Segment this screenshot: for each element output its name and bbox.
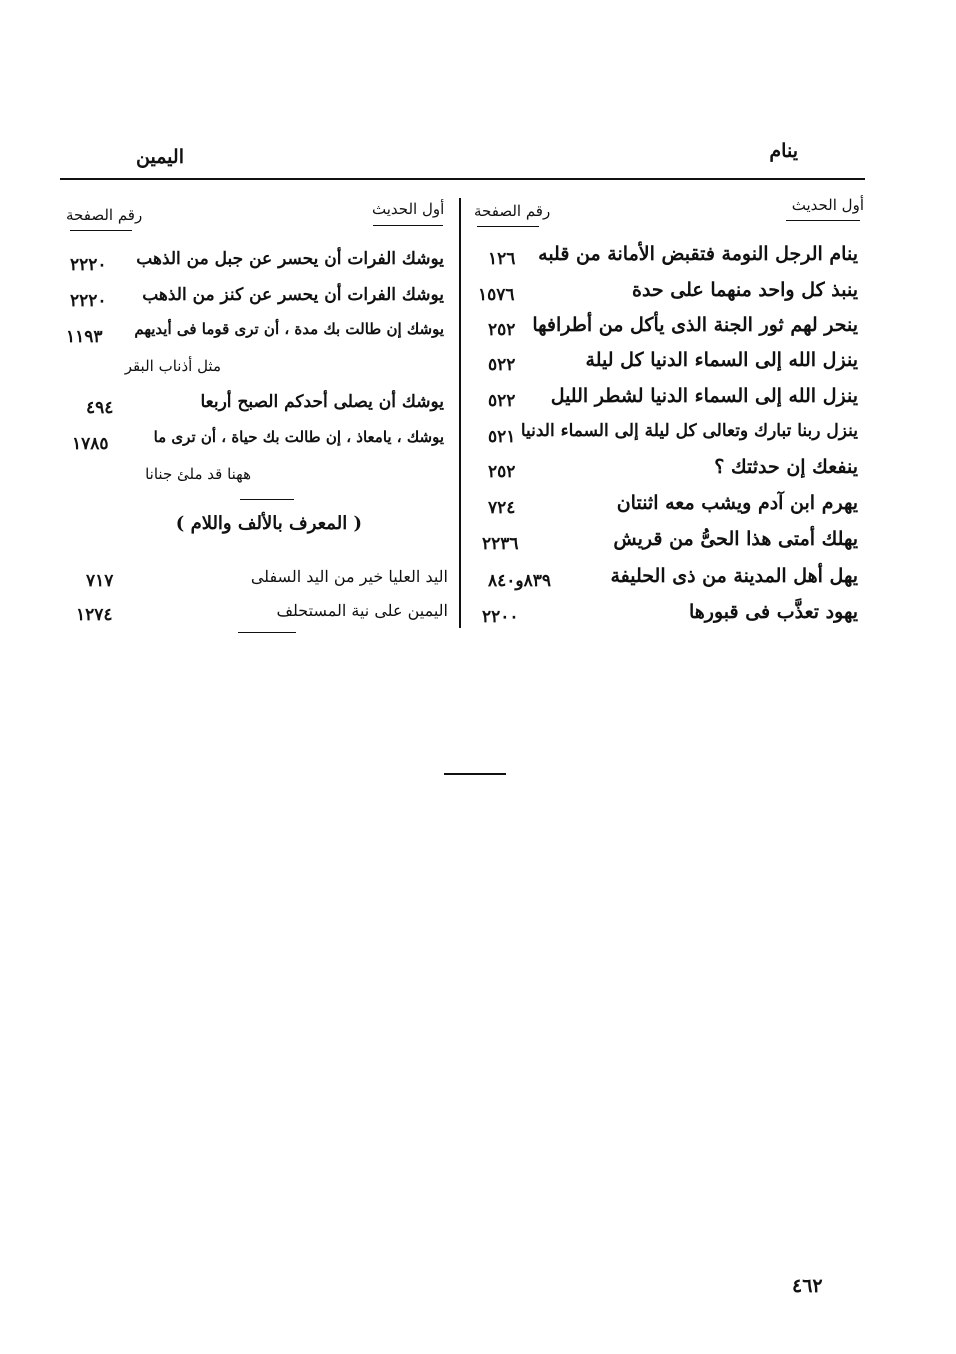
left-entry-continuation: مثل أذناب البقر [124,357,221,375]
left-entry-page: ٢٢٢٠ [70,291,107,311]
left-entry-page: ١١٩٣ [66,327,103,347]
right-entry-text: ينزل ربنا تبارك وتعالى كل ليلة إلى السماء الدنيا [520,421,858,441]
section-title: ( المعرف بالألف واللام ) [175,513,362,534]
left-col-page-heading-rule [70,230,132,231]
running-head-right: ينام [769,140,798,162]
column-divider [459,198,461,628]
left-entry-text: يوشك أن يصلى أحدكم الصبح أربعا [200,392,444,412]
left-col-text-heading-rule [373,225,443,226]
left-entry-text: يوشك الفرات أن يحسر عن جبل من الذهب [136,249,444,269]
right-entry-text: ينحر لهم ثور الجنة الذى يأكل من أطرافها [532,314,858,336]
right-entry-text: ينبذ كل واحد منهما على حدة [632,279,858,301]
running-head-left: اليمين [136,146,184,168]
right-entry-text: يهلك أمتى هذا الحىُّ من قريش [613,528,858,550]
right-entry-page: ٢٥٢ [488,462,516,482]
left-entry-page: ١٢٧٤ [76,605,113,625]
right-entry-text: ينام الرجل النومة فتقبض الأمانة من قلبه [538,243,858,265]
right-entry-text: ينفعك إن حدثتك ؟ [714,456,858,478]
right-entry-page: ٢٢٣٦ [482,534,519,554]
right-entry-page: ٢٢٠٠ [482,607,519,627]
right-entry-page: ٥٢٢ [488,391,516,411]
left-entry-text: اليد العليا خير من اليد السفلى [250,567,448,586]
right-col-page-heading: رقم الصفحة [474,202,551,220]
right-col-text-heading-rule [786,220,860,221]
right-col-text-heading: أول الحديث [791,196,864,214]
right-entry-text: يهرم ابن آدم ويشب معه اثنتان [616,492,858,514]
left-entry-page: ٢٢٢٠ [70,255,107,275]
end-rule [444,773,506,775]
page-number: ٤٦٢ [792,1275,823,1297]
left-entry-continuation: ههنا قد ملئ جنانا [145,465,251,483]
section-divider-rule [240,499,294,500]
left-col-page-heading: رقم الصفحة [66,206,143,224]
header-rule [60,178,865,180]
left-entry-text: يوشك إن طالت بك مدة ، أن ترى قوما فى أيديهم [134,320,444,338]
right-entry-page: ٧٢٤ [488,498,516,518]
column-end-rule [238,632,296,633]
right-entry-text: يهل أهل المدينة من ذى الحليفة [610,565,858,587]
right-entry-text: يهود تعذَّب فى قبورها [688,601,858,623]
left-entry-page: ٤٩٤ [86,398,114,418]
left-entry-page: ١٧٨٥ [72,434,109,454]
right-col-page-heading-rule [477,226,539,227]
left-col-text-heading: أول الحديث [372,200,445,218]
left-entry-page: ٧١٧ [86,571,114,591]
right-entry-page: ١٥٧٦ [478,285,515,305]
left-entry-text: اليمين على نية المستحلف [276,601,448,620]
left-entry-text: يوشك ، يامعاذ ، إن طالت بك حياة ، أن ترى ما [153,428,444,446]
right-entry-page: ٥٢١ [488,427,516,447]
right-entry-page: ٨٣٩و٨٤٠ [488,571,552,591]
right-entry-page: ١٢٦ [488,249,516,269]
right-entry-page: ٥٢٢ [488,355,516,375]
right-entry-page: ٢٥٢ [488,320,516,340]
right-entry-text: ينزل الله إلى السماء الدنيا لشطر الليل [550,385,858,407]
right-entry-text: ينزل الله إلى السماء الدنيا كل ليلة [585,349,858,371]
left-entry-text: يوشك الفرات أن يحسر عن كنز من الذهب [142,285,444,305]
